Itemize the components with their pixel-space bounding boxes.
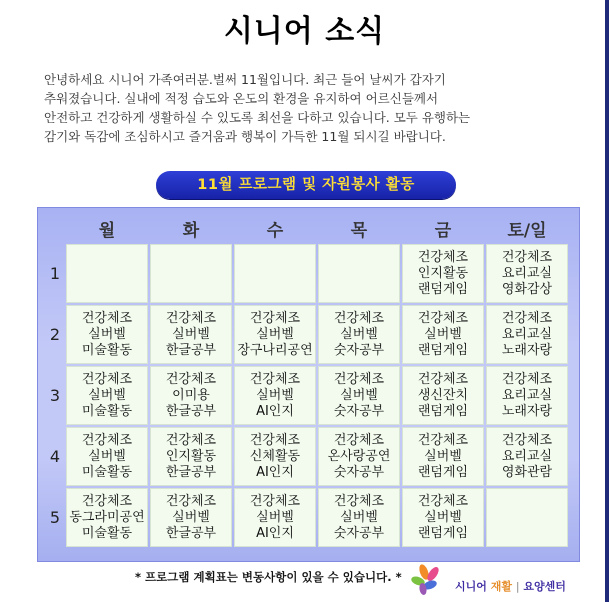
schedule-cell	[486, 366, 568, 425]
activity-label: 인지활동	[165, 448, 217, 464]
activity-label: 건강체조	[165, 493, 217, 509]
schedule-cell	[66, 305, 148, 364]
activity-label: 실버벨	[340, 387, 378, 403]
activity-label: 미술활동	[81, 403, 133, 419]
activity-label: 건강체조	[333, 432, 385, 448]
activity-label: 실버벨	[172, 509, 210, 525]
day-header: 수	[266, 220, 284, 241]
activity-label: 건강체조	[165, 371, 217, 387]
activity-label: 건강체조	[249, 371, 301, 387]
activity-label: 영화관람	[501, 464, 553, 480]
activity-label: 랜덤게임	[417, 403, 469, 419]
activity-label: 랜덤게임	[417, 281, 469, 297]
activity-label: 랜덤게임	[417, 525, 469, 541]
activity-label: 요리교실	[501, 265, 553, 281]
activity-label: 랜덤게임	[417, 342, 469, 358]
activity-label: 랜덤게임	[417, 464, 469, 480]
flower-logo-icon	[410, 563, 446, 597]
activity-label: 미술활동	[81, 342, 133, 358]
activity-label: 실버벨	[88, 326, 126, 342]
intro-paragraph	[44, 70, 584, 146]
activity-label: 인지활동	[417, 265, 469, 281]
activity-label: 실버벨	[340, 326, 378, 342]
schedule-cell	[486, 305, 568, 364]
activity-label: 건강체조	[333, 371, 385, 387]
activity-label: 건강체조	[417, 310, 469, 326]
activity-label: 건강체조	[165, 310, 217, 326]
activity-label: 온사랑공연	[327, 448, 391, 464]
activity-label: 실버벨	[88, 448, 126, 464]
schedule-cell	[234, 427, 316, 486]
activity-label: 이미용	[172, 387, 210, 403]
activity-label: 건강체조	[501, 371, 553, 387]
intro-line: 안녕하세요 시니어 가족여러분.벌써 11월입니다. 최근 들어 날씨가 갑자기	[44, 72, 446, 87]
schedule-cell	[486, 488, 568, 547]
activity-label: 실버벨	[340, 509, 378, 525]
day-header: 토/일	[507, 220, 547, 241]
activity-label: AI인지	[256, 403, 294, 419]
activity-label: 실버벨	[88, 387, 126, 403]
center-logo	[410, 563, 600, 597]
activity-label: 미술활동	[81, 464, 133, 480]
activity-label: AI인지	[256, 464, 294, 480]
activity-label: 실버벨	[424, 326, 462, 342]
activity-label: 장구나리공연	[237, 342, 313, 358]
activity-label: 숫자공부	[333, 464, 385, 480]
intro-line: 안전하고 건강하게 생활하실 수 있도록 최선을 다하고 있습니다. 모두 유행하는	[44, 110, 471, 125]
activity-label: 요리교실	[501, 387, 553, 403]
schedule-row	[46, 305, 568, 364]
page-title: 시니어 소식	[223, 14, 386, 49]
schedule-cell	[66, 366, 148, 425]
schedule-cell	[318, 427, 400, 486]
schedule-cell	[150, 366, 232, 425]
schedule-cell	[150, 305, 232, 364]
logo-part-a: 재활	[490, 580, 512, 593]
corner-cell	[46, 214, 64, 242]
activity-label: 숫자공부	[333, 525, 385, 541]
activity-label: 영화감상	[501, 281, 553, 297]
day-header: 목	[350, 220, 368, 241]
right-edge-stripe	[605, 0, 609, 602]
activity-label: 미술활동	[81, 525, 133, 541]
intro-line: 추워졌습니다. 실내에 적정 습도와 온도의 환경을 유지하여 어르신들께서	[44, 91, 439, 106]
week-number: 5	[49, 508, 61, 527]
schedule-cell	[150, 244, 232, 303]
activity-label: 건강체조	[249, 493, 301, 509]
activity-label: 실버벨	[424, 509, 462, 525]
schedule-cell	[66, 488, 148, 547]
intro-line: 감기와 독감에 조심하시고 즐거움과 행복이 가득한 11월 되시길 바랍니다.	[44, 129, 446, 144]
day-header: 화	[182, 220, 200, 241]
activity-label: 건강체조	[417, 432, 469, 448]
activity-label: 요리교실	[501, 326, 553, 342]
activity-label: 실버벨	[256, 509, 294, 525]
day-header: 월	[98, 220, 116, 241]
activity-label: 실버벨	[256, 326, 294, 342]
schedule-cell	[402, 305, 484, 364]
week-number: 4	[49, 447, 61, 466]
activity-label: 건강체조	[417, 493, 469, 509]
activity-label: 건강체조	[501, 310, 553, 326]
schedule-cell	[150, 427, 232, 486]
program-banner: 11월 프로그램 및 자원봉사 활동	[156, 171, 456, 199]
week-number: 2	[49, 325, 61, 344]
activity-label: 건강체조	[333, 493, 385, 509]
day-header: 금	[434, 220, 452, 241]
schedule-cell	[486, 427, 568, 486]
activity-label: 실버벨	[424, 448, 462, 464]
activity-label: 노래자랑	[501, 403, 553, 419]
activity-label: 건강체조	[81, 493, 133, 509]
activity-label: 숫자공부	[333, 342, 385, 358]
activity-label: 신체활동	[249, 448, 301, 464]
schedule-row	[46, 427, 568, 486]
activity-label: 한글공부	[165, 342, 217, 358]
activity-label: 한글공부	[165, 525, 217, 541]
activity-label: 한글공부	[165, 403, 217, 419]
schedule-cell	[318, 488, 400, 547]
schedule-cell	[234, 244, 316, 303]
week-number: 1	[49, 264, 61, 283]
schedule-cell	[234, 305, 316, 364]
schedule-cell	[486, 244, 568, 303]
schedule-cell	[150, 488, 232, 547]
activity-label: 건강체조	[417, 249, 469, 265]
schedule-cell	[402, 366, 484, 425]
activity-label: 요리교실	[501, 448, 553, 464]
activity-label: 건강체조	[81, 371, 133, 387]
schedule-row	[46, 244, 568, 303]
activity-label: 한글공부	[165, 464, 217, 480]
logo-text	[455, 578, 566, 594]
schedule-cell	[66, 244, 148, 303]
schedule-cell	[66, 427, 148, 486]
activity-label: 건강체조	[165, 432, 217, 448]
activity-label: 노래자랑	[501, 342, 553, 358]
schedule-cell	[318, 305, 400, 364]
logo-separator: |	[515, 580, 520, 593]
schedule-cell	[402, 244, 484, 303]
logo-part-b: 요양센터	[523, 580, 566, 593]
schedule-cell	[234, 366, 316, 425]
schedule-row	[46, 366, 568, 425]
activity-label: 건강체조	[333, 310, 385, 326]
activity-label: 건강체조	[501, 432, 553, 448]
activity-label: 건강체조	[249, 432, 301, 448]
schedule-header-row	[46, 214, 568, 242]
activity-label: AI인지	[256, 525, 294, 541]
activity-label: 생신잔치	[417, 387, 469, 403]
activity-label: 동그라미공연	[69, 509, 145, 525]
week-number: 3	[49, 386, 61, 405]
schedule-cell	[318, 366, 400, 425]
activity-label: 실버벨	[172, 326, 210, 342]
activity-label: 건강체조	[81, 432, 133, 448]
footer-note: * 프로그램 계획표는 변동사항이 있을 수 있습니다. *	[135, 570, 402, 584]
schedule-cell	[234, 488, 316, 547]
schedule-cell	[402, 488, 484, 547]
activity-label: 숫자공부	[333, 403, 385, 419]
logo-name: 시니어	[455, 580, 487, 593]
activity-label: 실버벨	[256, 387, 294, 403]
schedule-cell	[402, 427, 484, 486]
activity-label: 건강체조	[81, 310, 133, 326]
activity-label: 건강체조	[417, 371, 469, 387]
schedule-row	[46, 488, 568, 547]
activity-label: 건강체조	[501, 249, 553, 265]
schedule-cell	[318, 244, 400, 303]
activity-label: 건강체조	[249, 310, 301, 326]
schedule-table	[44, 212, 570, 549]
